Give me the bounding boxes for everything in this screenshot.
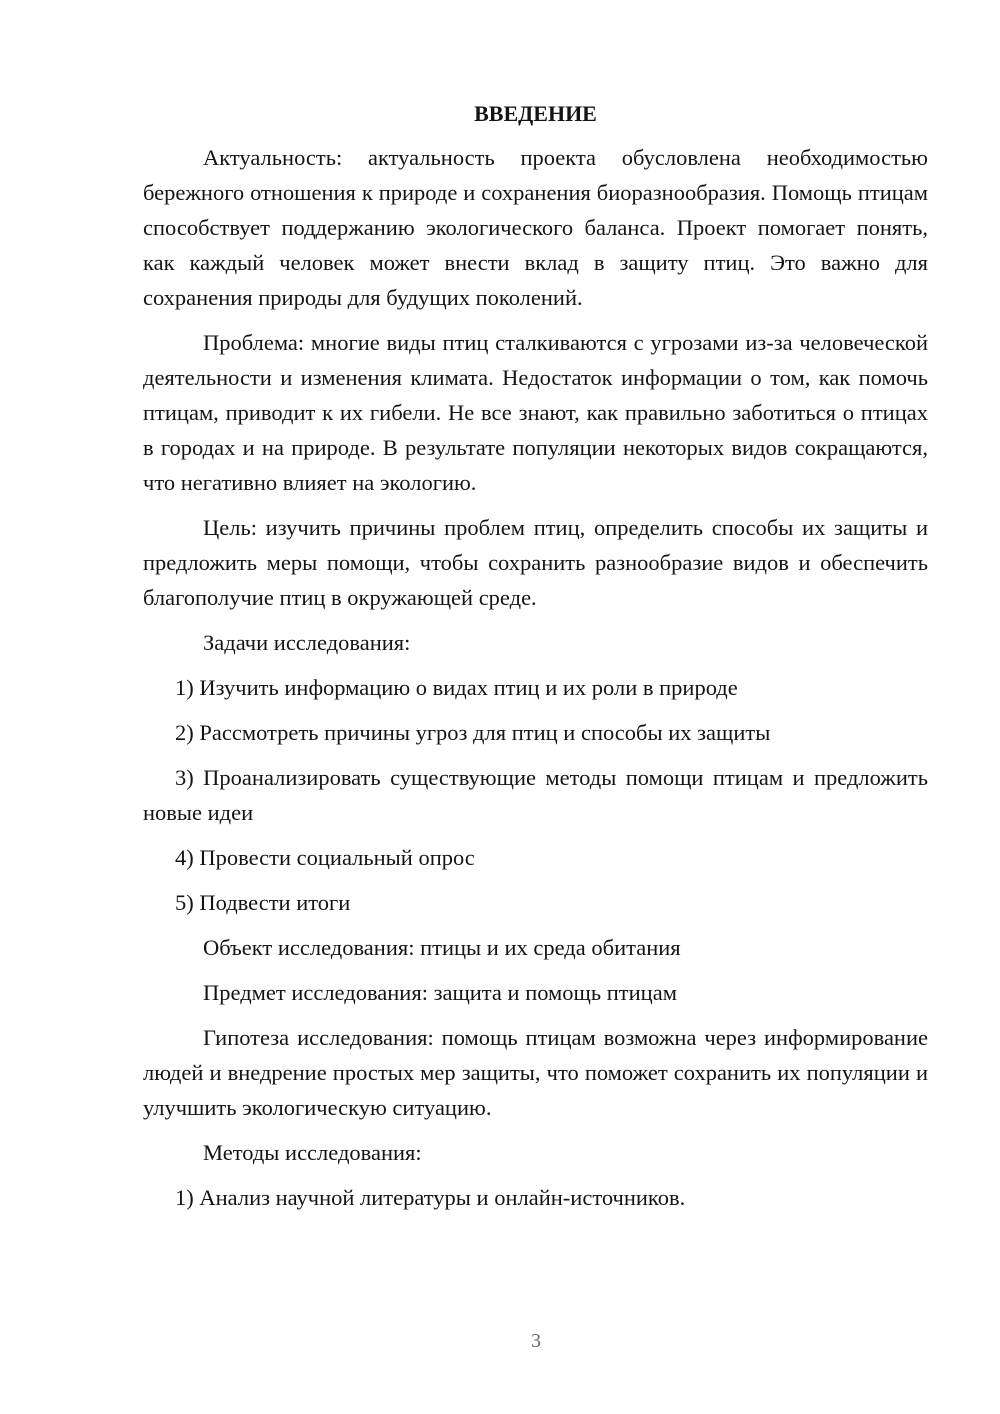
methods-heading: Методы исследования: <box>203 1140 422 1165</box>
problem-paragraph: Проблема: многие виды птиц сталкиваются с угрозами из-за человеческой деятельности и изменения климата. Недостаток информации о том, как помочь птицам, приводит к их гибели. Не все знают, как правильно заботиться о птицах в городах и на природе. В результате популяции некоторых видов сокращаются, что негативно влияет на экологию. <box>143 330 928 495</box>
hypothesis-paragraph: Гипотеза исследования: помощь птицам возможна через информирование людей и внедрение простых мер защиты, что поможет сохранить их популяции и улучшить экологическую ситуацию. <box>143 1025 928 1120</box>
goal-paragraph: Цель: изучить причины проблем птиц, определить способы их защиты и предложить меры помощи, чтобы сохранить разнообразие видов и обеспечить благополучие птиц в окружающей среде. <box>143 515 928 610</box>
relevance-paragraph: Актуальность: актуальность проекта обусловлена необходимостью бережного отношения к природе и сохранения биоразнообразия. Помощь птицам способствует поддержанию экологического баланса. Проект помогает понять, как каждый человек может внести вклад в защиту птиц. Это важно для сохранения природы для будущих поколений. <box>143 145 928 310</box>
research-subject: Предмет исследования: защита и помощь птицам <box>203 980 677 1005</box>
method-item-1: 1) Анализ научной литературы и онлайн-источников. <box>175 1185 686 1210</box>
document-title: ВВЕДЕНИЕ <box>474 101 597 126</box>
task-item-4: 4) Провести социальный опрос <box>175 845 475 870</box>
task-item-2: 2) Рассмотреть причины угроз для птиц и способы их защиты <box>175 720 771 745</box>
task-item-5: 5) Подвести итоги <box>175 890 351 915</box>
page-number: 3 <box>531 1330 541 1352</box>
research-object: Объект исследования: птицы и их среда обитания <box>203 935 681 960</box>
task-item-1: 1) Изучить информацию о видах птиц и их роли в природе <box>175 675 738 700</box>
tasks-heading: Задачи исследования: <box>203 630 411 655</box>
document-page <box>143 96 928 1225</box>
task-item-3: 3) Проанализировать существующие методы помощи птицам и предложить новые идеи <box>143 765 928 825</box>
